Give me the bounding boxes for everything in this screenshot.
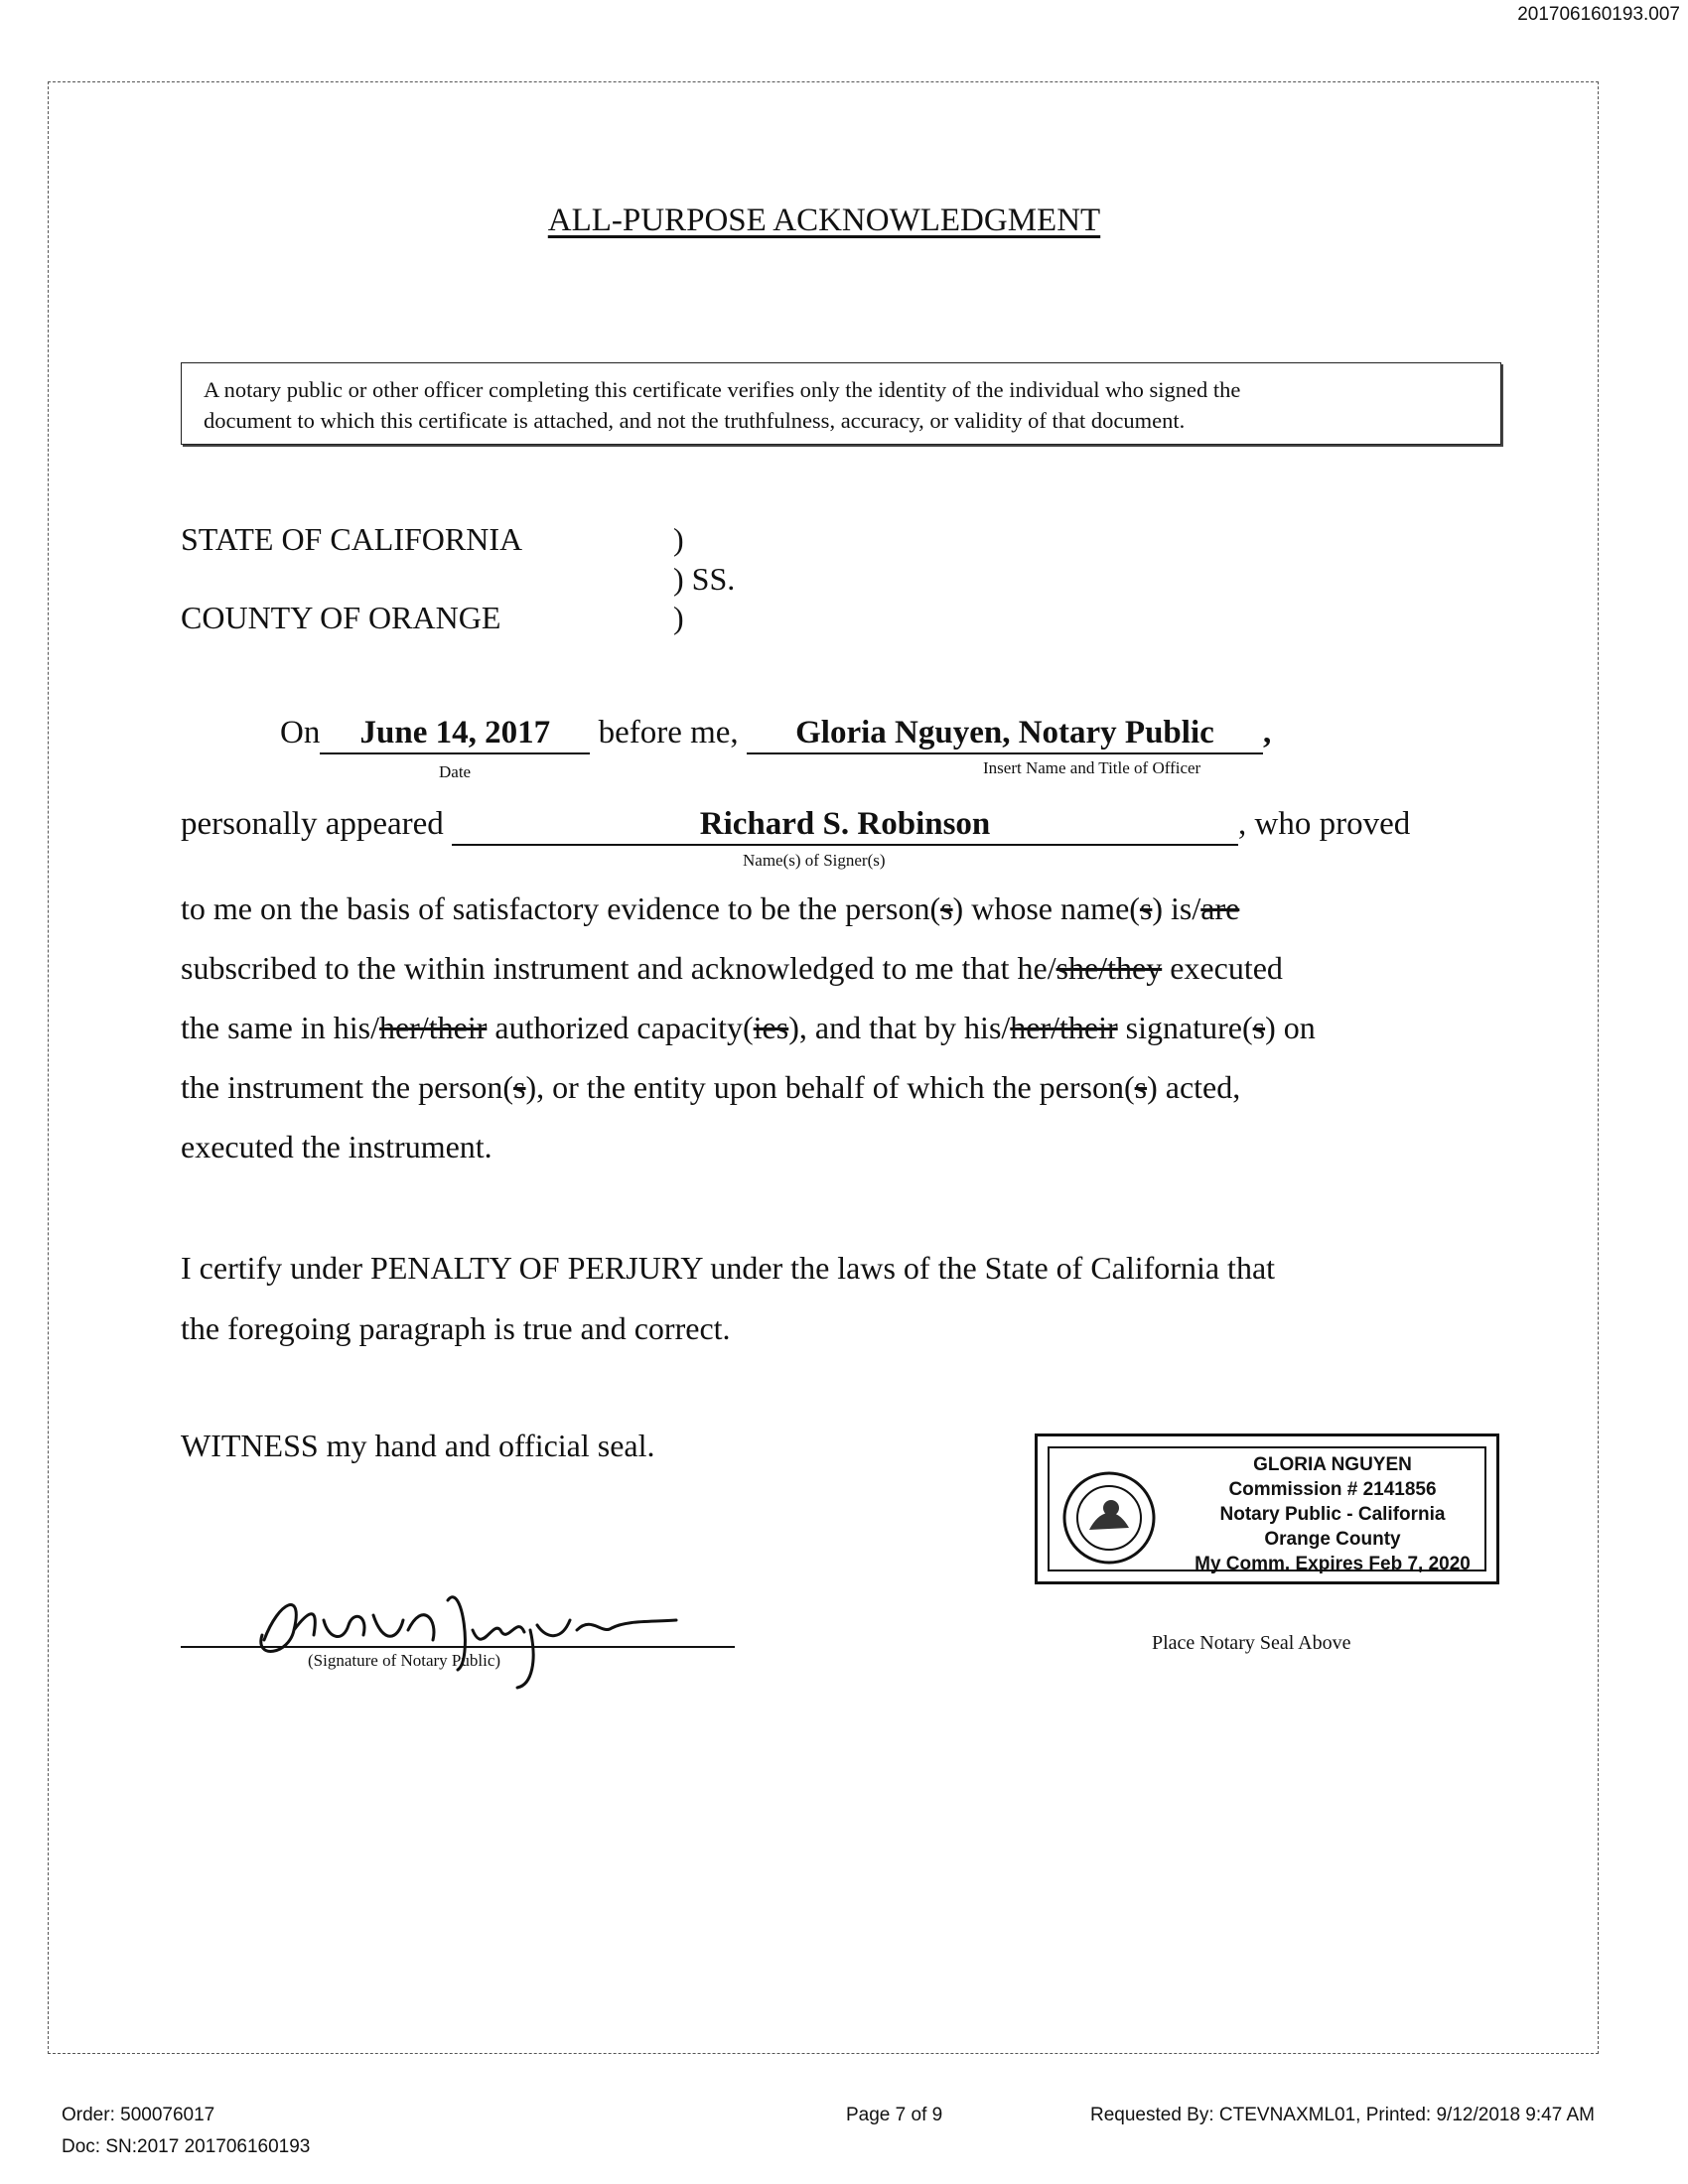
state-seal-icon: [1061, 1470, 1157, 1566]
officer-caption: Insert Name and Title of Officer: [983, 758, 1201, 777]
body-line-4: the instrument the person(s), or the entity upon behalf of which the person(s) acted,: [181, 1069, 1241, 1105]
disclaimer-line-2: document to which this certificate is attached, and not the truthfulness, accuracy, or validity of that document.: [204, 408, 1186, 433]
body-line-2: subscribed to the within instrument and acknowledged to me that he/she/they executed: [181, 950, 1283, 986]
footer-doc: Doc: SN:2017 201706160193: [62, 2136, 311, 2157]
signature-line: [181, 1646, 735, 1648]
on-label: On: [280, 715, 321, 751]
footer-order: Order: 500076017: [62, 2105, 215, 2125]
officer-comma: ,: [1262, 715, 1272, 751]
appeared-line: [181, 806, 1410, 846]
disclaimer-line-1: A notary public or other officer completing this certificate verifies only the identity of the individual who signed the: [204, 377, 1241, 402]
seal-name: GLORIA NGUYEN: [1253, 1454, 1412, 1475]
appeared-label: personally appeared: [181, 806, 444, 842]
document-id: 201706160193.007: [1517, 4, 1680, 25]
acknowledgment-date-line: [280, 715, 1271, 754]
date-field: June 14, 2017: [320, 715, 590, 754]
before-me-label: before me,: [598, 715, 739, 751]
signature-caption: (Signature of Notary Public): [308, 1651, 501, 1670]
seal-caption: Place Notary Seal Above: [1152, 1632, 1351, 1654]
notary-seal: [1035, 1433, 1499, 1584]
seal-county: Orange County: [1264, 1529, 1401, 1550]
document-title: ALL-PURPOSE ACKNOWLEDGMENT: [547, 203, 1101, 238]
seal-commission: Commission # 2141856: [1228, 1479, 1437, 1500]
certify-line-1: I certify under PENALTY OF PERJURY under the laws of the State of California that: [181, 1250, 1276, 1286]
disclaimer-box: [181, 362, 1501, 445]
witness-line: WITNESS my hand and official seal.: [181, 1428, 655, 1463]
signer-caption: Name(s) of Signer(s): [743, 851, 886, 870]
footer-page-number: Page 7 of 9: [846, 2105, 943, 2125]
venue-county: COUNTY OF ORANGE: [181, 600, 501, 635]
venue-ss: ) SS.: [673, 561, 736, 597]
venue-paren-3: ): [673, 600, 684, 635]
body-line-3: the same in his/her/their authorized capacity(ies), and that by his/her/their signature(s) on: [181, 1010, 1316, 1045]
who-proved-label: , who proved: [1238, 806, 1411, 842]
footer-requested: Requested By: CTEVNAXML01, Printed: 9/12/2018 9:47 AM: [1090, 2105, 1596, 2125]
body-line-1: to me on the basis of satisfactory evidence to be the person(s) whose name(s) is/are: [181, 890, 1240, 926]
venue-state: STATE OF CALIFORNIA: [181, 521, 523, 557]
signer-field: Richard S. Robinson: [452, 806, 1238, 846]
officer-field: Gloria Nguyen, Notary Public: [747, 715, 1263, 754]
body-line-5: executed the instrument.: [181, 1129, 492, 1164]
certify-line-2: the foregoing paragraph is true and correct.: [181, 1310, 731, 1346]
seal-title: Notary Public - California: [1219, 1504, 1446, 1525]
seal-expires: My Comm. Expires Feb 7, 2020: [1195, 1554, 1471, 1574]
venue-paren-1: ): [673, 521, 684, 557]
date-caption: Date: [439, 762, 472, 781]
